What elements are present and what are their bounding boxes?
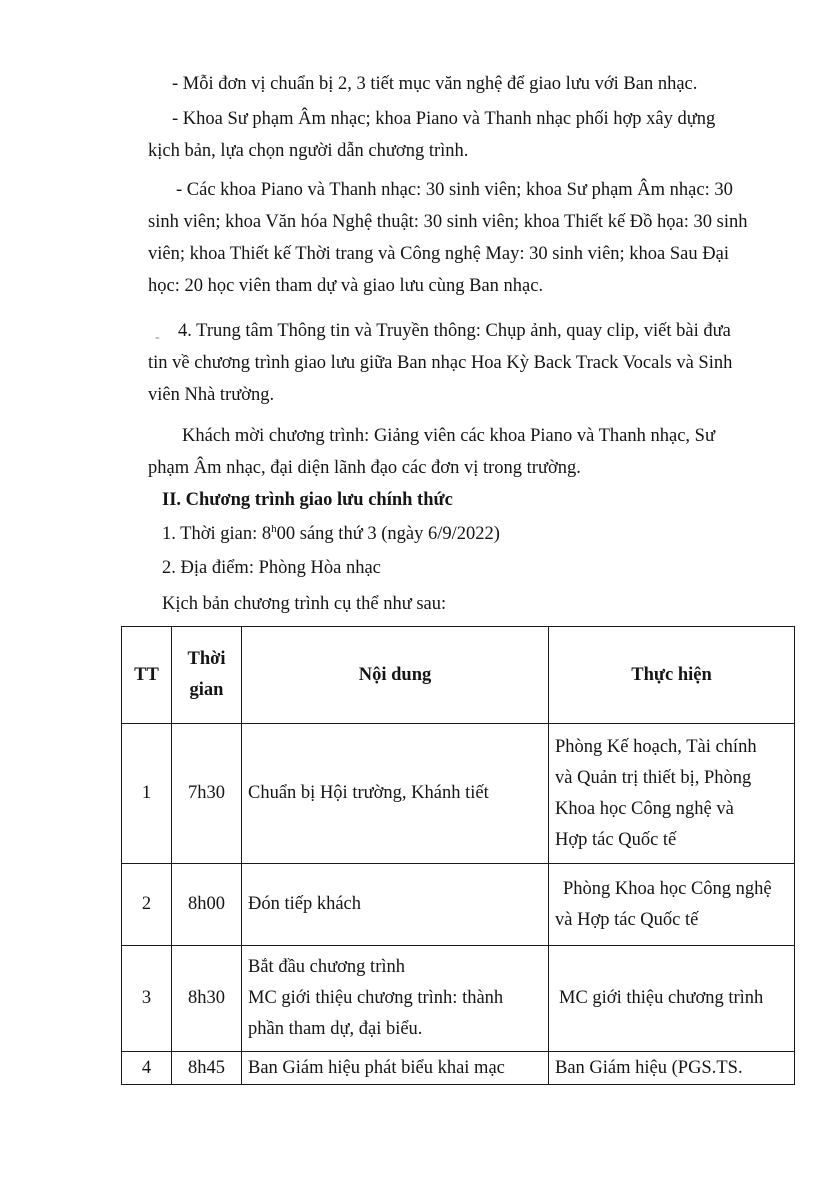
cell-time: 8h00 (172, 864, 242, 946)
cell-tt: 2 (122, 864, 172, 946)
cell-executor-line: Ban Giám hiệu (PGS.TS. (555, 1057, 743, 1078)
header-time-line: Thời (187, 649, 226, 669)
text-line: viên; khoa Thiết kế Thời trang và Công nghệ May: 30 sinh viên; khoa Sau Đại (148, 244, 729, 264)
event-place: 2. Địa điểm: Phòng Hòa nhạc (162, 558, 381, 578)
cell-content-line: Bắt đầu chương trình (248, 957, 405, 977)
table-row (122, 1052, 795, 1085)
cell-tt: 1 (122, 724, 172, 864)
paragraph-performances (148, 68, 778, 100)
text-line: phạm Âm nhạc, đại diện lãnh đạo các đơn vị trong trường. (148, 458, 581, 478)
text-line: - Mỗi đơn vị chuẩn bị 2, 3 tiết mục văn nghệ để giao lưu với Ban nhạc. (172, 74, 698, 94)
cell-content: Đón tiếp khách (242, 864, 549, 946)
text-line: - Các khoa Piano và Thanh nhạc: 30 sinh viên; khoa Sư phạm Âm nhạc: 30 (176, 180, 733, 200)
script-intro: Kịch bản chương trình cụ thể như sau: (162, 594, 447, 614)
text-line: viên Nhà trường. (148, 385, 275, 405)
text-line: Khách mời chương trình: Giảng viên các khoa Piano và Thanh nhạc, Sư (182, 426, 715, 446)
text-line: - Khoa Sư phạm Âm nhạc; khoa Piano và Thanh nhạc phối hợp xây dựng (172, 109, 716, 129)
cell-content-line: MC giới thiệu chương trình: thành (248, 988, 504, 1008)
text-line: tin về chương trình giao lưu giữa Ban nhạc Hoa Kỳ Back Track Vocals và Sinh (148, 353, 733, 373)
event-time (162, 518, 500, 550)
paragraph-media-center (148, 315, 778, 411)
table-row (122, 724, 795, 864)
cell-executor (549, 946, 795, 1052)
event-time-suffix: 00 sáng thứ 3 (ngày 6/9/2022) (276, 524, 500, 544)
text-line: 4. Trung tâm Thông tin và Truyền thông: Chụp ảnh, quay clip, viết bài đưa (178, 321, 731, 341)
cell-time: 7h30 (172, 724, 242, 864)
cell-executor-line: Khoa học Công nghệ và (555, 798, 734, 819)
cell-executor-line: và Quản trị thiết bị, Phòng (555, 767, 752, 788)
paragraph-guests (148, 420, 778, 484)
cell-tt: 3 (122, 946, 172, 1052)
cell-tt: 4 (122, 1052, 172, 1085)
cell-executor (549, 1052, 795, 1085)
section-heading: II. Chương trình giao lưu chính thức (162, 490, 453, 510)
header-time (172, 627, 242, 724)
cell-content (242, 946, 549, 1052)
paragraph-script-coordination (148, 103, 778, 167)
header-executor: Thực hiện (549, 627, 795, 724)
cell-time: 8h30 (172, 946, 242, 1052)
table-row (122, 946, 795, 1052)
header-content: Nội dung (242, 627, 549, 724)
schedule-table (121, 626, 795, 1085)
margin-mark: - (155, 330, 160, 345)
cell-executor-line: Phòng Kế hoạch, Tài chính (555, 736, 757, 757)
text-line: sinh viên; khoa Văn hóa Nghệ thuật: 30 sinh viên; khoa Thiết kế Đồ họa: 30 sinh (148, 212, 748, 232)
table-header-row (122, 627, 795, 724)
event-time-prefix: 1. Thời gian: 8 (162, 524, 272, 544)
table-row (122, 864, 795, 946)
cell-content: Ban Giám hiệu phát biểu khai mạc (242, 1052, 549, 1085)
cell-content-line: phần tham dự, đại biểu. (248, 1019, 423, 1039)
cell-executor-line: và Hợp tác Quốc tế (555, 909, 699, 930)
event-time-sup: h (271, 522, 277, 535)
text-line: học: 20 học viên tham dự và giao lưu cùng Ban nhạc. (148, 276, 544, 296)
cell-executor (549, 864, 795, 946)
cell-time: 8h45 (172, 1052, 242, 1085)
paragraph-participants (148, 174, 778, 302)
cell-content: Chuẩn bị Hội trường, Khánh tiết (242, 724, 549, 864)
text-line: kịch bản, lựa chọn người dẫn chương trình. (148, 141, 469, 161)
cell-executor (549, 724, 795, 864)
header-time-line: gian (189, 680, 224, 700)
header-tt: TT (122, 627, 172, 724)
cell-executor-line: Hợp tác Quốc tế (555, 829, 677, 850)
cell-executor-line: MC giới thiệu chương trình (559, 988, 764, 1008)
cell-executor-line: Phòng Khoa học Công nghệ (563, 878, 772, 899)
